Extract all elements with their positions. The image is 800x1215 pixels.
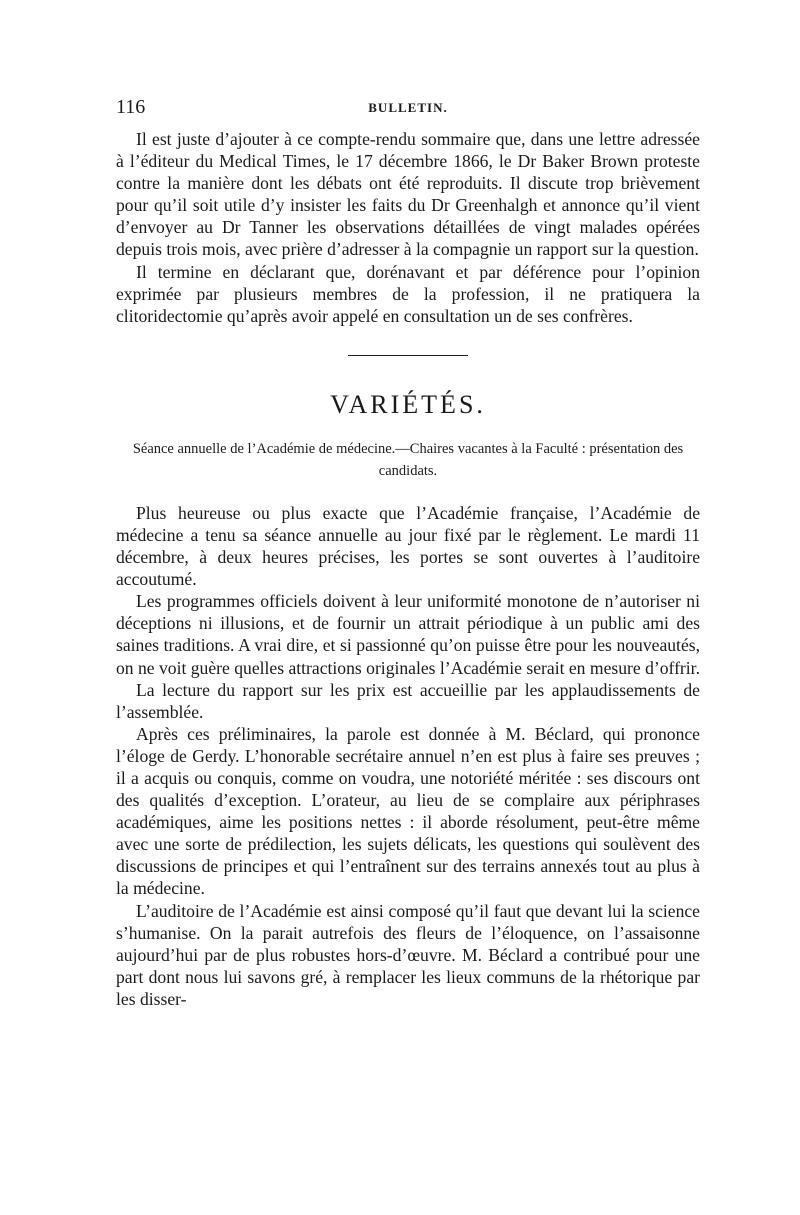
paragraph: Il termine en déclarant que, dorénavant et par déférence pour l’opinion exprimée par plusieurs membres de la profession, il ne pratiquera la clitoridectomie qu’après avoir appelé en consultation un de ses confrères.: [116, 261, 700, 326]
paragraph: Il est juste d’ajouter à ce compte-rendu sommaire que, dans une lettre adressée à l’éditeur du Medical Times, le 17 décembre 1866, le Dr Baker Brown proteste contre la manière dont les débats ont été reproduits. Il discute trop brièvement pour qu’il soit utile d’y insister les faits du Dr Greenhalgh et annonce qu’il vient d’envoyer au Dr Tanner les observations détaillées de vingt malades opérées depuis trois mois, avec prière d’adresser à la compagnie un rapport sur la question.: [116, 129, 700, 260]
paragraph: Plus heureuse ou plus exacte que l’Académie française, l’Académie de médecine a tenu sa séance annuelle au jour fixé par le règlement. Le mardi 11 décembre, à deux heures précises, les portes se sont ouvertes à l’auditoire accoutumé.: [116, 502, 700, 590]
running-head: BULLETIN.: [368, 100, 448, 115]
section-divider: [348, 355, 468, 356]
paragraph: L’auditoire de l’Académie est ainsi composé qu’il faut que devant lui la science s’humanise. On la parait autrefois des fleurs de l’éloquence, on l’assaisonne aujourd’hui par de plus robustes hors-d’œuvre. M. Béclard a contribué pour une part dont nous lui savons gré, à remplacer les lieux communs de la rhétorique par les disser-: [116, 900, 700, 1009]
paragraph: Après ces préliminaires, la parole est donnée à M. Béclard, qui prononce l’éloge de Gerdy. L’honorable secrétaire annuel n’en est plus à faire ses preuves ; il a acquis ou conquis, comme on voudra, une notoriété méritée : ses discours ont des qualités d’exception. L’orateur, au lieu de se complaire aux périphrases académiques, aime les positions nettes : il aborde résolument, peut-être même avec une sorte de prédilection, les sujets délicats, les questions qui soulèvent des discussions de principes et qui l’entraînent sur des terrains annexés tout au plus à la médecine.: [116, 723, 700, 899]
section-title: VARIÉTÉS.: [330, 389, 486, 419]
document-page: [116, 96, 700, 1010]
page-number: 116: [116, 96, 146, 118]
page-header: [116, 96, 700, 122]
paragraph: La lecture du rapport sur les prix est accueillie par les applaudissements de l’assemblée.: [116, 679, 700, 722]
section-subtitle: Séance annuelle de l’Académie de médecine.—Chaires vacantes à la Faculté : présentation des candidats.: [132, 440, 684, 479]
paragraph: Les programmes officiels doivent à leur uniformité monotone de n’autoriser ni déceptions ni illusions, et de fournir un attrait périodique à un public ami des saines traditions. A vrai dire, et si passionné qu’on puisse être pour les nouveautés, on ne voit guère quelles attractions originales l’Académie serait en mesure d’offrir.: [116, 591, 700, 678]
